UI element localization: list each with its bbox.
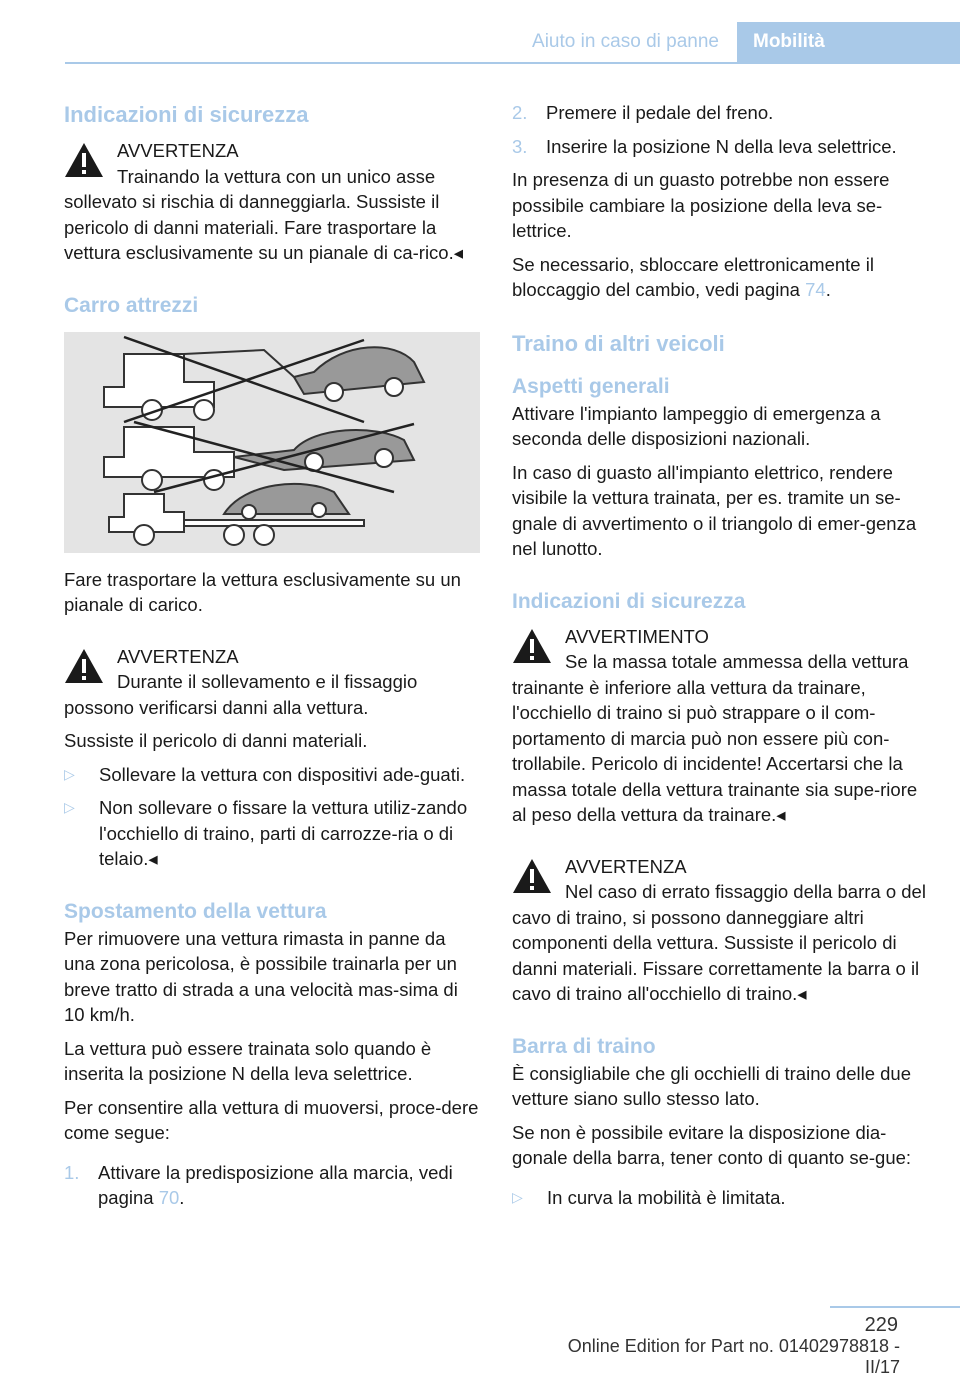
list-item-text: Non sollevare o fissare la vettura utiliz-zando l'occhiello di traino, parti di carrozze-ria o di telaio.◂ bbox=[99, 797, 468, 869]
bullet-marker-icon: ▷ bbox=[512, 1188, 523, 1205]
bullet-marker-icon: ▷ bbox=[64, 799, 75, 815]
list-item-text: Sollevare la vettura con dispositivi ade-guati. bbox=[99, 763, 466, 785]
warning-title: AVVERTENZA bbox=[117, 140, 239, 161]
warning-text: Durante il sollevamento e il fissaggio possono verificarsi danni alla vettura. bbox=[64, 671, 418, 718]
right-column bbox=[512, 100, 927, 1210]
list-item bbox=[512, 1185, 927, 1211]
header-rule bbox=[65, 62, 960, 64]
warning-text: Se la massa totale ammessa della vettura trainante è inferiore alla vettura da trainare, l'occhiello di traino si può strappare o il com-portamento di marcia può non essere più con-trollabile. Pericolo di incidente! Accertarsi che la massa totale della vettura trainante sia supe-riore al peso della vettura da trainare.◂ bbox=[512, 651, 918, 825]
bullet-marker-icon: ▷ bbox=[64, 765, 75, 782]
list-item bbox=[512, 134, 927, 160]
heading-towing-other-vehicles: Traino di altri veicoli bbox=[512, 330, 725, 356]
paragraph: In presenza di un guasto potrebbe non essere possibile cambiare la posizione della leva se-lettrice. bbox=[512, 169, 890, 241]
heading-tow-bar: Barra di traino bbox=[512, 1034, 656, 1058]
list-item-text: Premere il pedale del freno. bbox=[546, 102, 774, 123]
warning-title: AVVERTENZA bbox=[117, 645, 239, 667]
page-number: 229 bbox=[864, 1314, 898, 1336]
warning-block-1 bbox=[64, 138, 479, 266]
heading-safety-instructions: Indicazioni di sicurezza bbox=[64, 102, 309, 127]
footer-edition: Online Edition for Part no. 01402978818 - II/17 bbox=[567, 1336, 900, 1377]
list-item-text: Inserire la posizione N della leva selettrice. bbox=[546, 135, 897, 157]
heading-moving-vehicle: Spostamento della vettura bbox=[64, 899, 327, 923]
warning-triangle-icon bbox=[64, 142, 104, 178]
paragraph: Se necessario, sbloccare elettronicamente il bloccaggio del cambio, vedi pagina 74. bbox=[512, 253, 874, 300]
warning-block-4 bbox=[512, 854, 927, 1007]
warning-text: Nel caso di errato fissaggio della barra o del cavo di traino, si possono danneggiare altri componenti della vettura. Sussiste il pericolo di danni materiali. Fissare correttamente la barra o il cavo di traino all'occhiello di traino.◂ bbox=[512, 881, 926, 1004]
list-item bbox=[512, 100, 927, 126]
warning-title: AVVERTENZA bbox=[565, 855, 687, 877]
running-header-tab: Mobilità bbox=[737, 22, 960, 62]
page-link-74[interactable]: 74 bbox=[805, 279, 826, 300]
warning-text-continued: Sussiste il pericolo di danni materiali. bbox=[64, 730, 368, 751]
paragraph: La vettura può essere trainata solo quando è inserita la posizione N della leva selettrice. bbox=[64, 1037, 432, 1084]
step-number: 1. bbox=[64, 1161, 80, 1183]
warning-block-2 bbox=[64, 644, 479, 721]
paragraph: Attivare l'impianto lampeggio di emergenza a seconda delle disposizioni nazionali. bbox=[512, 402, 881, 449]
warning-triangle-icon bbox=[512, 858, 552, 894]
list-item bbox=[64, 762, 479, 788]
paragraph: Per rimuovere una vettura rimasta in panne da una zona pericolosa, è possibile trainarla per un breve tratto di strada a una velocità mas-sima di 10 km/h. bbox=[64, 927, 458, 1025]
page-link-70[interactable]: 70 bbox=[158, 1187, 180, 1208]
warning-block-3 bbox=[512, 624, 927, 828]
heading-general-aspects: Aspetti generali bbox=[512, 374, 670, 398]
tow-truck-illustration bbox=[64, 332, 480, 553]
paragraph: Se non è possibile evitare la disposizione dia-gonale della barra, tener conto di quanto se-gue: bbox=[512, 1121, 912, 1168]
figure-caption: Fare trasportare la vettura esclusivamente su un pianale di carico. bbox=[64, 568, 461, 615]
heading-tow-truck: Carro attrezzi bbox=[64, 293, 199, 317]
warning-title: AVVERTIMENTO bbox=[565, 625, 709, 647]
paragraph: Per consentire alla vettura di muoversi, proce-dere come segue: bbox=[64, 1096, 479, 1143]
left-column bbox=[64, 100, 479, 1211]
paragraph: È consigliabile che gli occhielli di traino delle due vetture siano sullo stesso lato. bbox=[512, 1062, 912, 1109]
list-item-text: In curva la mobilità è limitata. bbox=[547, 1186, 786, 1208]
running-header-section: Aiuto in caso di panne bbox=[532, 31, 719, 52]
step-number: 2. bbox=[512, 102, 528, 123]
heading-safety-instructions-2: Indicazioni di sicurezza bbox=[512, 589, 746, 613]
warning-triangle-icon bbox=[512, 628, 552, 664]
warning-triangle-icon bbox=[64, 648, 104, 684]
list-item-text: Attivare la predisposizione alla marcia, vedi pagina 70. bbox=[98, 1161, 453, 1208]
list-item bbox=[64, 795, 479, 872]
page-number-rule bbox=[830, 1306, 960, 1308]
paragraph: In caso di guasto all'impianto elettrico, rendere visibile la vettura trainata, per es. tramite un se-gnale di avvertimento o il triangolo di emer-genza nel lunotto. bbox=[512, 461, 917, 559]
list-item bbox=[64, 1160, 479, 1211]
step-number: 3. bbox=[512, 135, 528, 157]
warning-text: Trainando la vettura con un unico asse sollevato si rischia di danneggiarla. Sussiste il pericolo di danni materiali. Fare trasportare la vettura esclusivamente su un pianale di ca-rico.◂ bbox=[64, 165, 464, 263]
